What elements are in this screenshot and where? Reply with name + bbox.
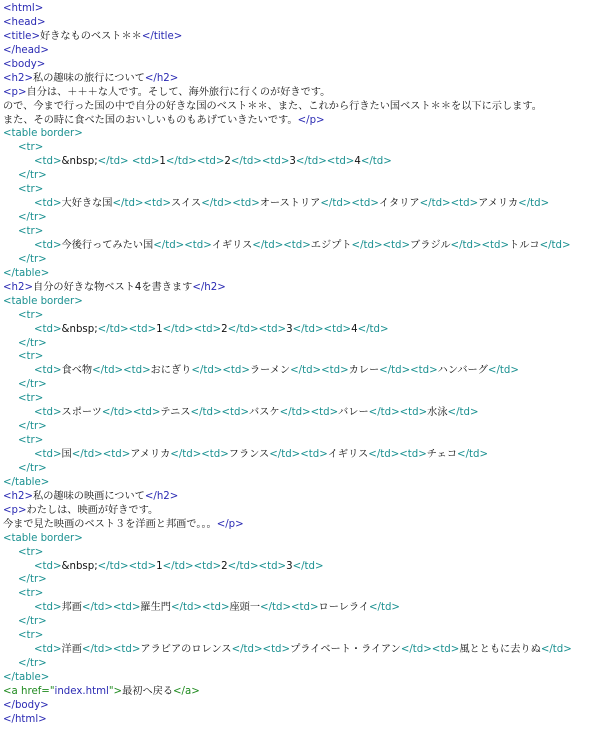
code-text: 4	[351, 323, 358, 335]
code-tag: </h2>	[192, 281, 226, 293]
code-tag: <html>	[3, 3, 44, 14]
code-line	[3, 211, 600, 225]
code-text: 私の趣味の旅行について	[33, 72, 145, 84]
code-tag: </td>	[360, 156, 392, 168]
code-tag: </td><td>	[231, 644, 291, 656]
code-line	[3, 323, 600, 337]
code-line	[3, 16, 600, 30]
code-text: バスケ	[249, 407, 280, 419]
code-tag: <tr>	[18, 351, 44, 363]
code-tag: </td><td>	[450, 239, 510, 251]
code-line	[3, 560, 600, 574]
code-tag: </td><td>	[227, 560, 287, 572]
code-line	[3, 169, 600, 183]
code-line	[3, 378, 600, 392]
code-tag: </table>	[3, 476, 50, 488]
code-tag: <table border>	[3, 128, 83, 140]
code-text: 自分の好きな物ベスト4を書きます	[33, 281, 193, 293]
code-tag: </tr>	[18, 658, 47, 670]
code-tag: </td><td>	[190, 407, 250, 419]
code-text: 自分は、＋＋＋な人です。そして、海外旅行に行くのが好きです。	[26, 86, 331, 98]
code-line	[3, 127, 600, 141]
code-tag: </td><td>	[279, 407, 339, 419]
code-tag: </p>	[216, 518, 244, 530]
code-tag: <td>	[34, 239, 62, 251]
code-line	[3, 629, 600, 643]
code-line	[3, 546, 600, 560]
code-tag: </tr>	[18, 170, 47, 182]
code-tag: </td><td>	[101, 407, 161, 419]
code-line	[3, 601, 600, 615]
code-tag: <tr>	[18, 184, 44, 196]
code-text: 邦画	[61, 602, 82, 614]
code-text: 羅生門	[140, 602, 171, 614]
code-text: トルコ	[509, 239, 540, 251]
code-text: バレー	[338, 407, 369, 419]
code-text: 1	[156, 323, 163, 335]
code-text: 最初へ戻る	[122, 685, 174, 697]
code-tag: </td>	[97, 156, 129, 168]
code-tag: </td><td>	[165, 156, 225, 168]
code-line	[3, 462, 600, 476]
code-text: 1	[156, 560, 163, 572]
code-line	[3, 350, 600, 364]
code-text: 洋画	[61, 644, 82, 656]
code-text: スポーツ	[61, 407, 102, 419]
code-line	[3, 114, 600, 128]
code-line	[3, 58, 600, 72]
code-text: イギリス	[211, 239, 253, 251]
code-line	[3, 197, 600, 211]
code-tag: </td><td>	[170, 449, 229, 460]
code-tag: <tr>	[18, 546, 44, 558]
code-tag: </td><td>	[351, 239, 411, 251]
code-text: イギリス	[327, 449, 369, 460]
code-tag: <td>	[131, 156, 160, 168]
code-tag: </td>	[447, 407, 479, 419]
code-tag: </tr>	[18, 421, 47, 433]
code-tag: </td><td>	[400, 644, 460, 656]
code-line	[3, 587, 600, 601]
code-tag: </td><td>	[419, 198, 479, 210]
code-text: ラーメン	[249, 365, 291, 377]
code-tag: <a href="	[3, 685, 55, 697]
code-tag: <tr>	[18, 226, 44, 237]
code-line	[3, 2, 600, 16]
code-tag: </td>	[368, 602, 400, 614]
code-tag: <td>	[34, 449, 62, 460]
code-tag: </table>	[3, 672, 50, 683]
code-tag: </td><td>	[81, 644, 141, 656]
code-line	[3, 392, 600, 406]
code-text: 2	[224, 156, 231, 168]
code-text: 今まで見た映画のベスト３を洋画と邦画で。。。	[3, 518, 217, 530]
code-tag: </td><td>	[290, 365, 349, 377]
code-line	[3, 448, 600, 462]
code-line	[3, 239, 600, 253]
code-text: プライベート・ライアン	[290, 644, 401, 656]
code-line	[3, 699, 600, 713]
code-text: ので、今まで行った国の中で自分の好きな国のベスト＊＊、また、これから行きたい国ベスト＊＊を以下に示します。	[3, 100, 542, 112]
code-tag: <tr>	[18, 435, 44, 447]
code-tag: <title>	[3, 30, 40, 42]
code-tag: </td><td>	[230, 156, 290, 168]
code-text: テニス	[160, 407, 191, 419]
code-line	[3, 615, 600, 629]
code-line	[3, 643, 600, 657]
code-text: &nbsp;	[61, 560, 98, 572]
code-line	[3, 267, 600, 281]
code-text: ブラジル	[410, 239, 451, 251]
code-tag: </td><td>	[92, 365, 151, 377]
code-tag: <h2>	[3, 281, 34, 293]
code-text: スイス	[170, 198, 202, 210]
code-tag: </td><td>	[368, 449, 427, 460]
code-text: ハンバーグ	[437, 365, 488, 377]
code-tag: </td><td>	[379, 365, 438, 377]
code-line	[3, 281, 600, 295]
code-tag: <p>	[3, 86, 27, 98]
code-line	[3, 30, 600, 44]
code-tag: </td><td>	[227, 323, 287, 335]
code-tag: <body>	[3, 58, 46, 70]
code-tag: </tr>	[18, 253, 47, 265]
code-line	[3, 44, 600, 58]
code-tag: </html>	[3, 713, 47, 725]
code-text: 2	[221, 323, 228, 335]
code-tag: </tr>	[18, 337, 47, 349]
code-tag: <td>	[34, 602, 62, 614]
code-tag: </body>	[3, 699, 49, 711]
code-tag: <tr>	[18, 309, 44, 321]
code-tag: </tr>	[18, 212, 47, 224]
code-line	[3, 573, 600, 587]
code-line	[3, 504, 600, 518]
code-text: アメリカ	[130, 449, 171, 460]
code-line	[3, 490, 600, 504]
code-line	[3, 518, 600, 532]
code-tag: <tr>	[18, 630, 44, 642]
code-tag: </td><td>	[368, 407, 428, 419]
code-line	[3, 295, 600, 309]
code-text: 大好きな国	[61, 198, 113, 210]
code-tag: <td>	[34, 407, 62, 419]
code-text: また、その時に食べた国のおいしいものもあげていきたいです。	[3, 114, 298, 126]
code-tag: </head>	[3, 44, 49, 56]
code-tag: </tr>	[18, 379, 47, 391]
code-text: 1	[159, 156, 166, 168]
code-line	[3, 141, 600, 155]
code-line	[3, 309, 600, 323]
code-text: 好きなものベスト＊＊	[40, 30, 142, 42]
code-text: 3	[286, 323, 293, 335]
code-tag: <tr>	[18, 588, 44, 600]
code-text: チェコ	[426, 449, 458, 460]
code-text: アメリカ	[478, 198, 519, 210]
code-tag: </td><td>	[97, 323, 157, 335]
code-tag: </h2>	[144, 72, 179, 84]
code-line	[3, 532, 600, 546]
code-text: 座頭一	[229, 602, 261, 614]
code-tag: </td>	[487, 365, 519, 377]
code-text: 食べ物	[61, 365, 93, 377]
code-tag: <td>	[34, 198, 62, 210]
code-tag: </td><td>	[81, 602, 141, 614]
code-text: 水泳	[427, 407, 448, 419]
code-tag: <td>	[34, 323, 62, 335]
code-tag: </td>	[518, 198, 550, 210]
code-line	[3, 434, 600, 448]
code-tag: </h2>	[144, 490, 179, 502]
code-tag: </td><td>	[320, 198, 379, 210]
code-tag: <tr>	[18, 142, 44, 154]
code-text: フランス	[228, 449, 270, 460]
code-tag: <td>	[34, 560, 62, 572]
code-line	[3, 420, 600, 434]
code-tag: <td>	[34, 156, 62, 168]
code-line	[3, 86, 600, 100]
code-tag: </td>	[457, 449, 489, 460]
code-tag: </td><td>	[269, 449, 328, 460]
code-tag: </td><td>	[201, 198, 260, 210]
code-text: 4	[354, 156, 361, 168]
code-line	[3, 657, 600, 671]
code-line	[3, 671, 600, 685]
code-tag: </td><td>	[191, 365, 250, 377]
code-tag: </table>	[3, 267, 50, 279]
code-tag: </title>	[141, 30, 183, 42]
code-text: 私の趣味の映画について	[33, 490, 145, 502]
code-line	[3, 155, 600, 169]
code-tag: </td><td>	[295, 156, 355, 168]
code-tag: <table border>	[3, 295, 83, 307]
code-line	[3, 406, 600, 420]
code-line	[3, 253, 600, 267]
code-tag: </td>	[539, 239, 571, 251]
code-text: 国	[61, 449, 72, 460]
code-tag: </tr>	[18, 616, 47, 628]
code-text: ローレライ	[318, 602, 369, 614]
code-tag: </td><td>	[112, 198, 171, 210]
code-tag: </a>	[173, 685, 200, 697]
code-text: アラビアのロレンス	[140, 644, 232, 656]
code-tag: </td><td>	[260, 602, 319, 614]
code-line	[3, 183, 600, 197]
code-line	[3, 337, 600, 351]
code-tag: index.html	[54, 685, 109, 697]
code-tag: <p>	[3, 504, 27, 516]
code-tag: </td>	[357, 323, 389, 335]
code-tag: <tr>	[18, 393, 44, 405]
code-tag: <h2>	[3, 72, 34, 84]
code-line	[3, 713, 600, 727]
code-line	[3, 72, 600, 86]
code-text: 風とともに去りぬ	[459, 644, 541, 656]
code-tag: </td><td>	[292, 323, 352, 335]
code-text: おにぎり	[150, 365, 192, 377]
code-tag: <td>	[34, 644, 62, 656]
code-tag: </td><td>	[170, 602, 230, 614]
code-line	[3, 476, 600, 490]
code-text: わたしは、映画が好きです。	[26, 504, 159, 516]
code-line	[3, 225, 600, 239]
code-text: イタリア	[378, 198, 420, 210]
code-text: 3	[286, 560, 293, 572]
code-text: エジプト	[310, 239, 352, 251]
code-tag: <table border>	[3, 532, 83, 544]
code-tag: </td>	[540, 644, 572, 656]
code-tag: ">	[108, 685, 123, 697]
code-line-link[interactable]	[3, 685, 600, 699]
code-text: &nbsp;	[61, 156, 98, 168]
code-tag: <h2>	[3, 490, 34, 502]
code-text: &nbsp;	[61, 323, 98, 335]
code-text: 2	[221, 560, 228, 572]
code-tag: </td><td>	[97, 560, 157, 572]
code-tag: </tr>	[18, 462, 47, 474]
code-text: 3	[289, 156, 296, 168]
code-line	[3, 364, 600, 378]
code-tag: </td><td>	[252, 239, 311, 251]
code-tag: <td>	[34, 365, 62, 377]
code-tag: </p>	[297, 114, 325, 126]
code-text: オーストリア	[259, 198, 321, 210]
code-text: 今後行ってみたい国	[61, 239, 154, 251]
code-tag: </td>	[292, 560, 324, 572]
code-line	[3, 100, 600, 114]
code-tag: </td><td>	[162, 560, 222, 572]
code-tag: </td><td>	[71, 449, 131, 460]
code-text: カレー	[348, 365, 380, 377]
code-tag: </td><td>	[162, 323, 222, 335]
code-tag: </tr>	[18, 574, 47, 586]
code-tag: </td><td>	[153, 239, 212, 251]
code-tag: <head>	[3, 16, 46, 28]
